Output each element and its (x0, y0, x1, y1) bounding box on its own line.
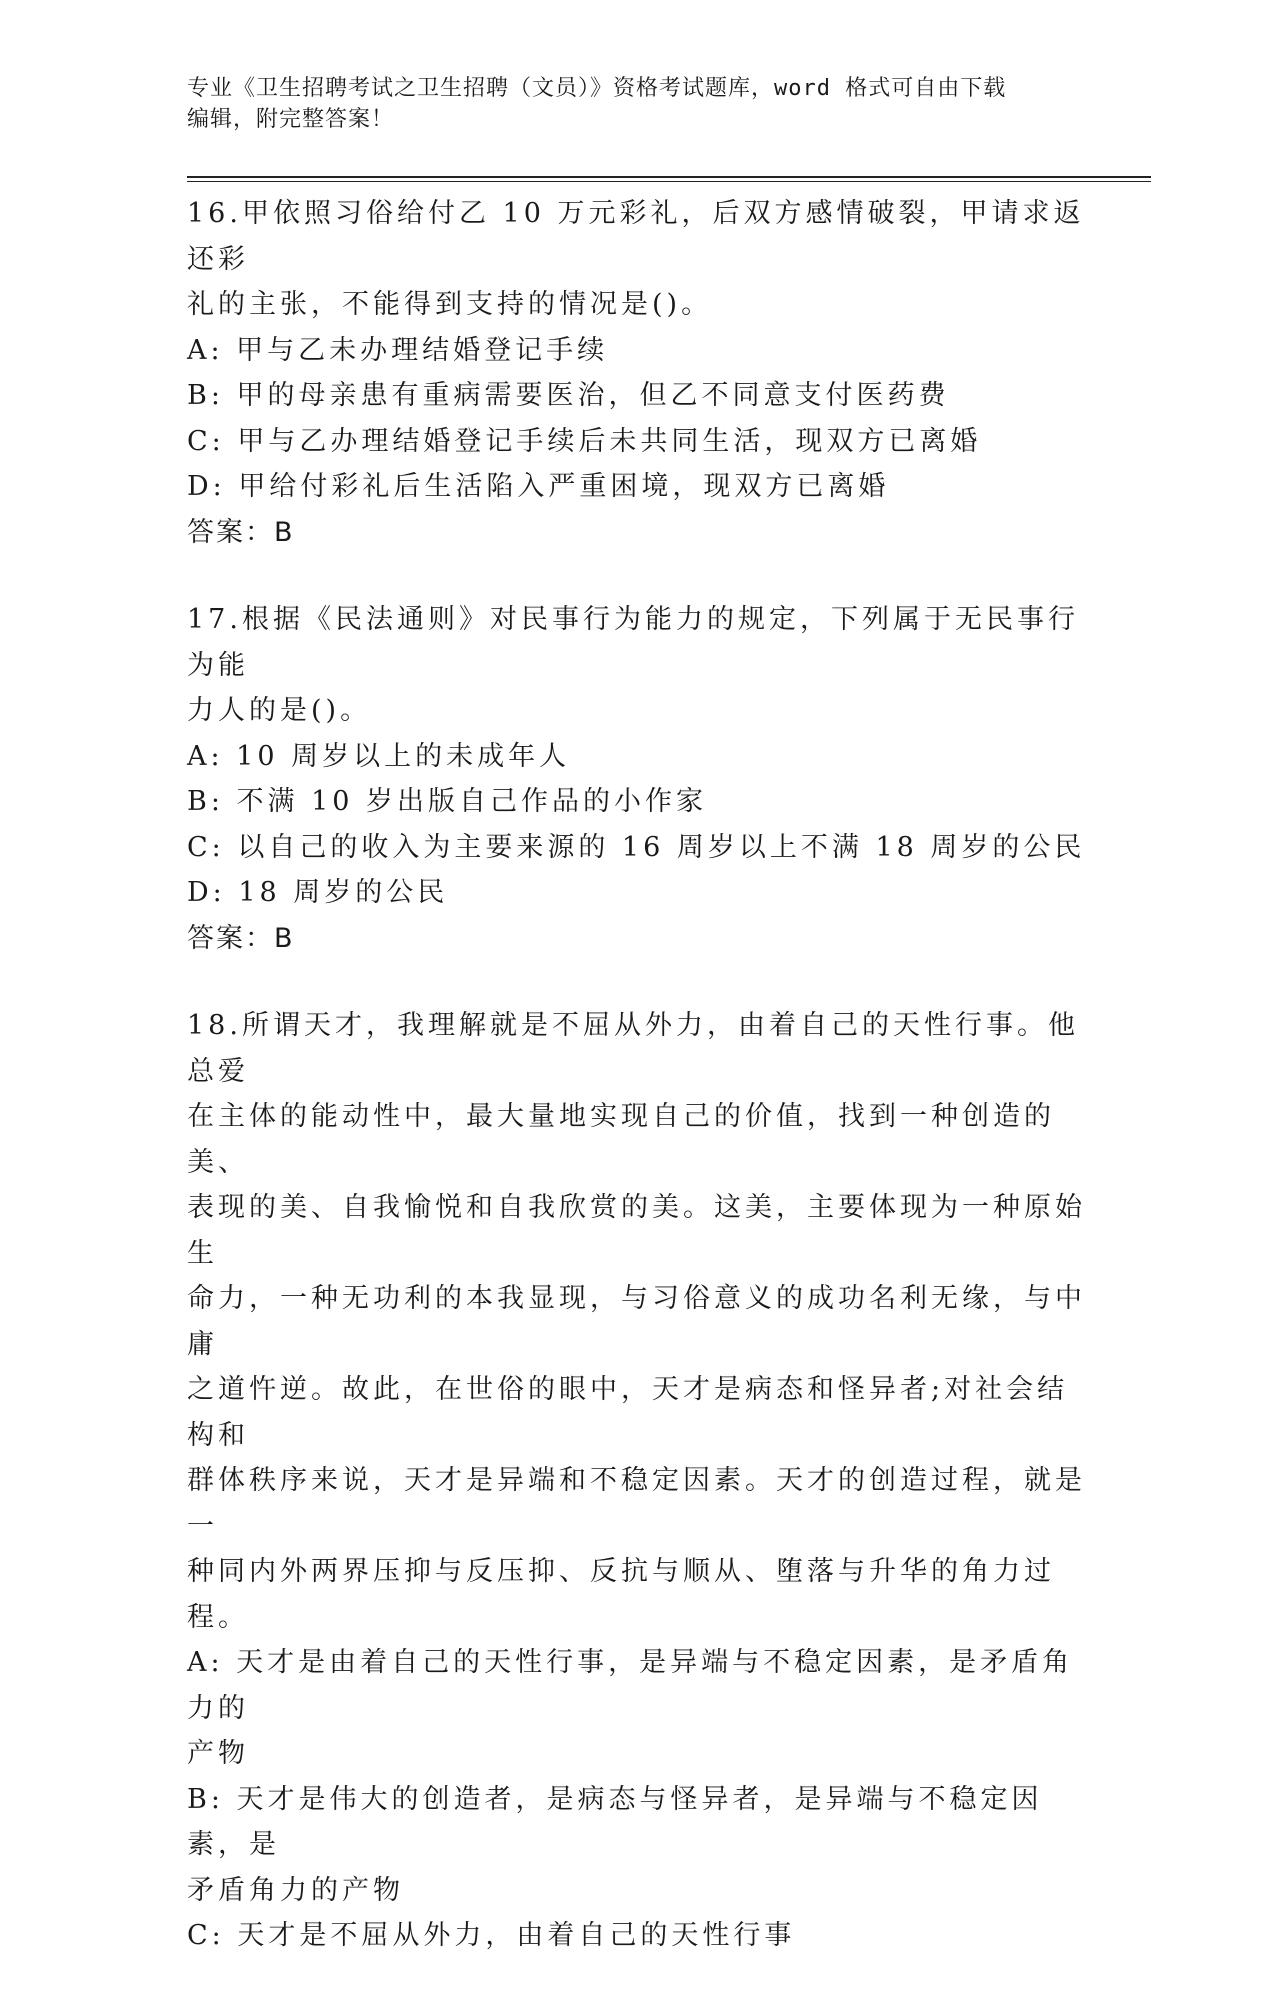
option-c: C: 以自己的收入为主要来源的 16 周岁以上不满 18 周岁的公民 (187, 831, 1086, 863)
stem-line: 在主体的能动性中，最大量地实现自己的价值，找到一种创造的美、 (187, 1101, 1055, 1178)
header-divider-thick (187, 176, 1151, 178)
document-header (187, 73, 1067, 135)
option-b: B: 甲的母亲患有重病需要医治，但乙不同意支付医药费 (187, 380, 950, 411)
stem-line: 表现的美、自我愉悦和自我欣赏的美。这美，主要体现为一种原始生 (187, 1192, 1086, 1269)
stem-line: 群体秩序来说，天才是异端和不稳定因素。天才的创造过程，就是一 (187, 1465, 1086, 1542)
option-line: B: 天才是伟大的创造者，是病态与怪异者，是异端与不稳定因素，是 (187, 1783, 1043, 1860)
option-a: A: 10 周岁以上的未成年人 (187, 740, 571, 772)
answer-label: 答案：B (187, 922, 295, 954)
option-a (187, 1640, 1087, 1777)
header-line-1: 专业《卫生招聘考试之卫生招聘（文员）》资格考试题库，word 格式可自由下载 (187, 76, 1007, 101)
option-a: A: 甲与乙未办理结婚登记手续 (187, 334, 609, 366)
question-18 (187, 1003, 1087, 1959)
option-line: 矛盾角力的产物 (187, 1874, 404, 1906)
option-c: C: 天才是不屈从外力，由着自己的天性行事 (187, 1920, 796, 1951)
option-c: C: 甲与乙办理结婚登记手续后未共同生活，现双方已离婚 (187, 425, 982, 457)
question-stem (187, 191, 1087, 328)
question-stem (187, 597, 1087, 734)
option-b (187, 1777, 1087, 1914)
option-d: D: 甲给付彩礼后生活陷入严重困境，现双方已离婚 (187, 471, 890, 502)
stem-line: 18.所谓天才，我理解就是不屈从外力，由着自己的天性行事。他总爱 (187, 1010, 1079, 1087)
question-list (187, 191, 1087, 2001)
option-d: D: 18 周岁的公民 (187, 877, 449, 908)
stem-line: 礼的主张，不能得到支持的情况是()。 (187, 289, 713, 320)
stem-line: 16.甲依照习俗给付乙 10 万元彩礼，后双方感情破裂，甲请求返还彩 (187, 198, 1085, 275)
question-16 (187, 191, 1087, 555)
stem-line: 命力，一种无功利的本我显现，与习俗意义的成功名利无缘，与中庸 (187, 1283, 1086, 1360)
option-line: A: 天才是由着自己的天性行事，是异端与不稳定因素，是矛盾角力的 (187, 1647, 1074, 1724)
stem-line: 种同内外两界压抑与反压抑、反抗与顺从、堕落与升华的角力过程。 (187, 1556, 1055, 1633)
stem-line: 17.根据《民法通则》对民事行为能力的规定，下列属于无民事行为能 (187, 604, 1079, 681)
option-line: 产物 (187, 1738, 249, 1769)
header-divider-thin (187, 181, 1151, 182)
stem-line: 之道忤逆。故此，在世俗的眼中，天才是病态和怪异者;对社会结构和 (187, 1374, 1069, 1451)
answer-label: 答案：B (187, 516, 295, 548)
option-b: B: 不满 10 岁出版自己作品的小作家 (187, 786, 708, 817)
question-stem (187, 1003, 1087, 1640)
stem-line: 力人的是()。 (187, 695, 372, 726)
question-17 (187, 597, 1087, 961)
header-line-2: 编辑，附完整答案！ (187, 107, 395, 132)
